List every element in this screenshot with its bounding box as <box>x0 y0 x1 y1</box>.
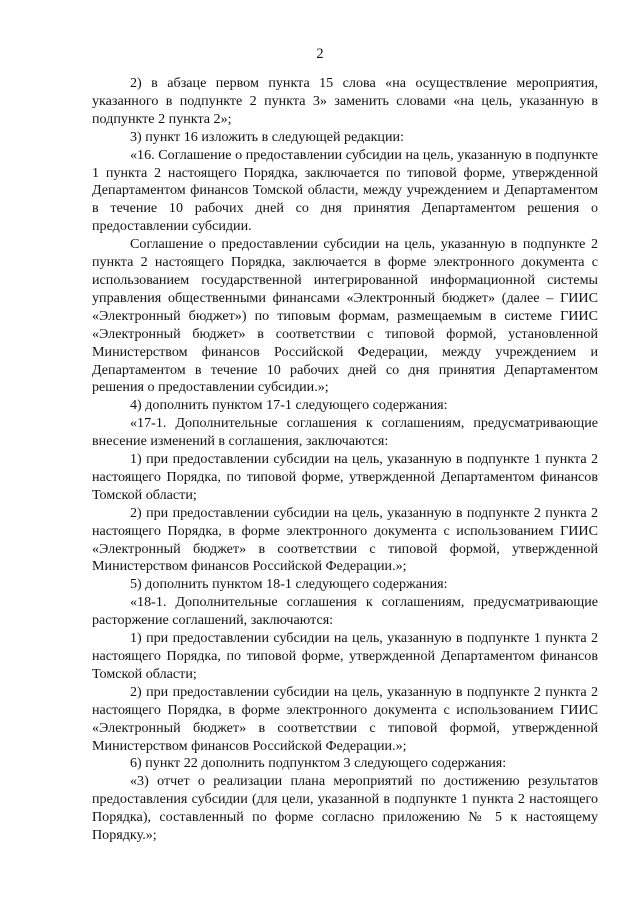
paragraph-item-2: 2) в абзаце первом пункта 15 слова «на осуществление мероприятия, указанного в подпункте 2 пункта 3» заменить словами «на цель, указанную в подпункте 2 пункта 2»; <box>92 75 598 127</box>
paragraph-item-5: 5) дополнить пунктом 18-1 следующего содержания: <box>130 576 448 593</box>
paragraph-clause-17-1-sub-2: 2) при предоставлении субсидии на цель, указанную в подпункте 2 пункта 2 настоящего Порядка, в форме электронного документа с использованием ГИИС «Электронный бюджет» в соответствии с типовой формой, утвержденной Министерством финансов Российской Федерации.»; <box>92 504 598 575</box>
paragraph-item-3: 3) пункт 16 изложить в следующей редакции: <box>130 128 404 145</box>
paragraph-item-6: 6) пункт 22 дополнить подпунктом 3 следующего содержания: <box>130 755 507 772</box>
paragraph-clause-18-1-sub-1: 1) при предоставлении субсидии на цель, указанную в подпункте 1 пункта 2 настоящего Порядка, по типовой форме, утвержденной Департаментом финансов Томской области; <box>92 630 598 682</box>
paragraph-item-4: 4) дополнить пунктом 17-1 следующего содержания: <box>130 397 448 414</box>
paragraph-clause-22-sub-3: «3) отчет о реализации плана мероприятий по достижению результатов предоставления субсидии (для цели, указанной в подпункте 1 пункта 2 настоящего Порядка), составленный по форме согласно приложению № 5 к настоящему Порядку.»; <box>92 773 598 844</box>
document-body <box>92 75 598 845</box>
page-number: 2 <box>316 46 324 62</box>
paragraph-clause-17-1-sub-1: 1) при предоставлении субсидии на цель, указанную в подпункте 1 пункта 2 настоящего Порядка, по типовой форме, утвержденной Департаментом финансов Томской области; <box>92 451 598 503</box>
paragraph-clause-16-electronic: Соглашение о предоставлении субсидии на цель, указанную в подпункте 2 пункта 2 настоящего Порядка, заключается в форме электронного документа с использованием государственной интегрированной информационной системы управления общественными финансами «Электронный бюджет» (далее – ГИИС «Электронный бюджет») по типовым формам, размещаемым в системе ГИИС «Электронный бюджет» в соответствии с типовой формой, установленной Министерством финансов Российской Федерации, между учреждением и Департаментом в течение 10 рабочих дней со дня принятия Департаментом решения о предоставлении субсидии.»; <box>92 236 598 396</box>
paragraph-clause-18-1: «18-1. Дополнительные соглашения к соглашениям, предусматривающие расторжение соглашений, заключаются: <box>92 594 598 629</box>
paragraph-clause-18-1-sub-2: 2) при предоставлении субсидии на цель, указанную в подпункте 2 пункта 2 настоящего Порядка, в форме электронного документа с использованием ГИИС «Электронный бюджет» в соответствии с типовой формой, утвержденной Министерством финансов Российской Федерации.»; <box>92 683 598 754</box>
paragraph-clause-17-1: «17-1. Дополнительные соглашения к соглашениям, предусматривающие внесение изменений в соглашения, заключаются: <box>92 415 598 450</box>
paragraph-clause-16: «16. Соглашение о предоставлении субсидии на цель, указанную в подпункте 1 пункта 2 настоящего Порядка, заключается по типовой форме, утвержденной Департаментом финансов Томской области, между учреждением и Департаментом в течение 10 рабочих дней со дня принятия Департаментом решения о предоставлении субсидии. <box>92 146 598 235</box>
